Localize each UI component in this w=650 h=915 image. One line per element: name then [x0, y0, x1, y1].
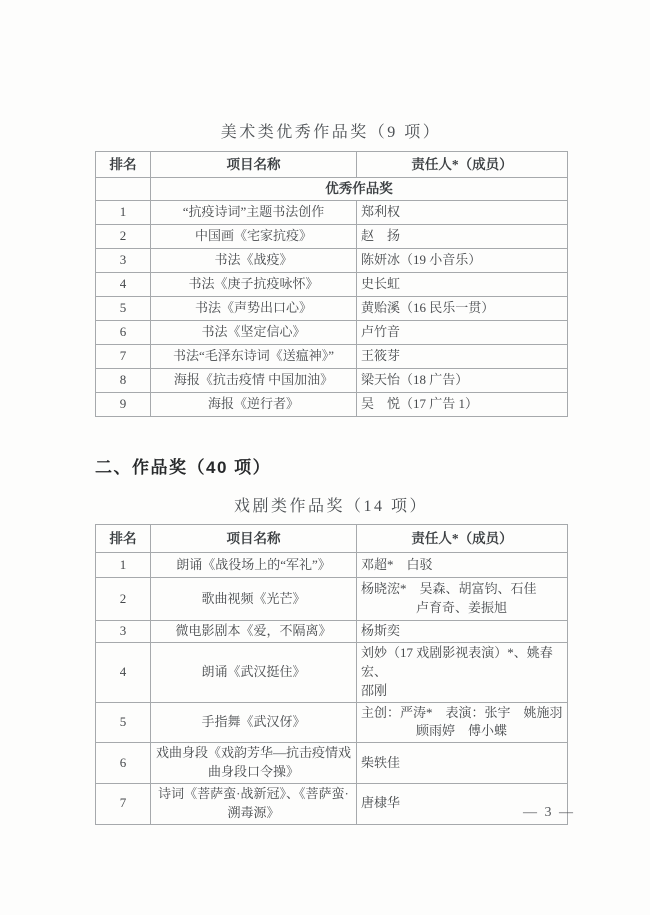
person-line1: 主创：严涛* 表演：张宇 姚施羽: [361, 704, 563, 720]
table-row: [96, 578, 568, 621]
person-line2: 卢育奇、姜振旭: [416, 600, 508, 615]
subheader-row: [96, 178, 568, 201]
table-row: [96, 249, 568, 273]
person-cell: 邓超* 白驳: [357, 553, 568, 578]
project-cell: 朗诵《战役场上的“军礼”》: [151, 553, 357, 578]
table-row: [96, 643, 568, 703]
rank-cell: 2: [96, 225, 151, 249]
project-cell: 书法《战疫》: [151, 249, 357, 273]
person-cell: 赵 扬: [357, 225, 568, 249]
rank-column-header: 排名: [96, 152, 151, 178]
rank-cell: 7: [96, 345, 151, 369]
rank-cell: 6: [96, 321, 151, 345]
person-column-header: 责任人*（成员）: [357, 525, 568, 553]
table-row: [96, 297, 568, 321]
rank-cell: 4: [96, 643, 151, 703]
rank-cell: 6: [96, 743, 151, 784]
rank-cell: 5: [96, 297, 151, 321]
person-line2: 邵刚: [361, 682, 388, 698]
project-cell: 书法《声势出口心》: [151, 297, 357, 321]
rank-cell: 7: [96, 783, 151, 824]
person-cell: [357, 702, 568, 743]
drama-awards-title: 戏剧类作品奖（14 项）: [233, 498, 428, 515]
project-cell: 书法《坚定信心》: [151, 321, 357, 345]
rank-cell: 3: [96, 621, 151, 643]
table-row: [96, 743, 568, 784]
art-awards-title: 美术类优秀作品奖（9 项）: [220, 124, 442, 141]
table-header-row: [96, 152, 568, 178]
rank-cell: 1: [96, 553, 151, 578]
table-header-row: [96, 525, 568, 553]
project-cell: 海报《逆行者》: [151, 393, 357, 417]
table-row: [96, 225, 568, 249]
project-cell: 书法《庚子抗疫咏怀》: [151, 273, 357, 297]
person-column-header: 责任人*（成员）: [357, 152, 568, 178]
project-cell: 歌曲视频《光芒》: [151, 578, 357, 621]
works-award-section-heading: 二、作品奖（40 项）: [95, 458, 272, 477]
project-cell: 手指舞《武汉伢》: [151, 702, 357, 743]
table-row: [96, 393, 568, 417]
table-row: [96, 621, 568, 643]
project-column-header: 项目名称: [151, 152, 357, 178]
person-cell: 陈妍冰（19 小音乐）: [357, 249, 568, 273]
person-cell: 郑利权: [357, 201, 568, 225]
rank-cell: 3: [96, 249, 151, 273]
rank-column-header: 排名: [96, 525, 151, 553]
project-cell: 戏曲身段《戏韵芳华—抗击疫情戏曲身段口令操》: [151, 743, 357, 784]
person-line1: 刘妙（17 戏剧影视表演）*、姚春宏、: [361, 645, 553, 679]
person-line2: 顾雨婷 傅小蝶: [416, 723, 508, 739]
subheader-cell: 优秀作品奖: [151, 178, 568, 201]
project-cell: 书法“毛泽东诗词《送瘟神》”: [151, 345, 357, 369]
page-number: — 3 —: [523, 805, 575, 820]
person-cell: 柴轶佳: [357, 743, 568, 784]
person-line1: 杨晓浤* 吴森、胡富钧、石佳: [361, 581, 537, 597]
project-cell: 诗词《菩萨蛮·战新冠》、《菩萨蛮·溯毒源》: [151, 783, 357, 824]
art-awards-table: [95, 151, 568, 417]
person-cell: 黄贻溪（16 民乐一贯）: [357, 297, 568, 321]
person-cell: 卢竹音: [357, 321, 568, 345]
table-row: [96, 345, 568, 369]
rank-cell: 5: [96, 702, 151, 743]
project-cell: “抗疫诗词”主题书法创作: [151, 201, 357, 225]
project-cell: 朗诵《武汉挺住》: [151, 643, 357, 703]
table-row: [96, 273, 568, 297]
document-content: [95, 0, 567, 825]
person-cell: 杨斯奕: [357, 621, 568, 643]
table-row: [96, 369, 568, 393]
empty-cell: [96, 178, 151, 201]
person-cell: 唐棣华: [357, 783, 568, 824]
rank-cell: 4: [96, 273, 151, 297]
person-cell: 梁天怡（18 广告）: [357, 369, 568, 393]
person-cell: [357, 578, 568, 621]
person-cell: 王筱芽: [357, 345, 568, 369]
project-cell: 微电影剧本《爱，不隔离》: [151, 621, 357, 643]
project-cell: 海报《抗击疫情 中国加油》: [151, 369, 357, 393]
person-cell: 吴 悦（17 广告 1）: [357, 393, 568, 417]
drama-awards-table: [95, 524, 568, 825]
table-row: [96, 553, 568, 578]
rank-cell: 2: [96, 578, 151, 621]
person-cell: 史长虹: [357, 273, 568, 297]
rank-cell: 8: [96, 369, 151, 393]
table-row: [96, 201, 568, 225]
project-cell: 中国画《宅家抗疫》: [151, 225, 357, 249]
rank-cell: 1: [96, 201, 151, 225]
table-row: [96, 321, 568, 345]
person-cell: [357, 643, 568, 703]
project-column-header: 项目名称: [151, 525, 357, 553]
table-row: [96, 702, 568, 743]
rank-cell: 9: [96, 393, 151, 417]
